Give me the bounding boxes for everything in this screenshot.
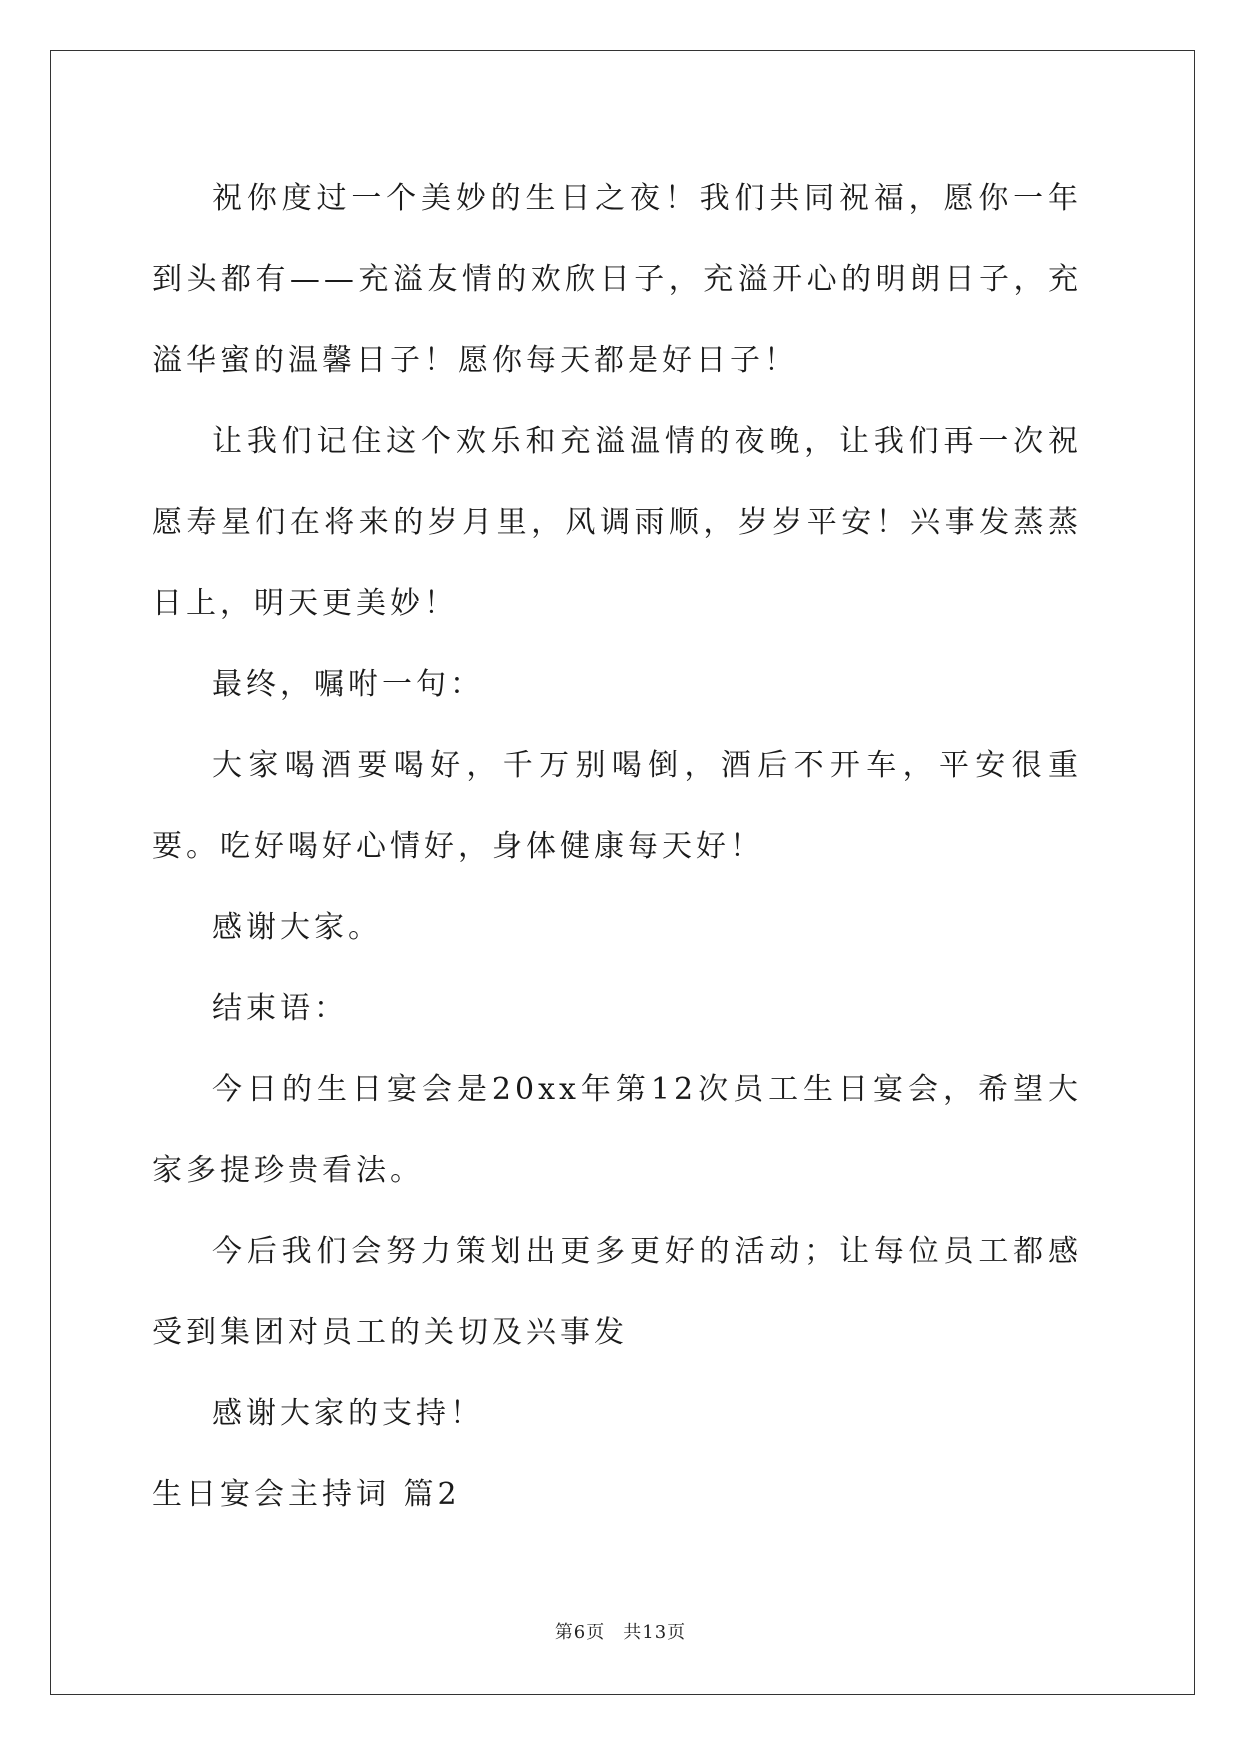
paragraph-banquet-info: 今日的生日宴会是20xx年第12次员工生日宴会，希望大家多提珍贵看法。 — [152, 1072, 1082, 1188]
paragraph-drinking-advice: 大家喝酒要喝好，千万别喝倒，酒后不开车，平安很重要。吃好喝好心情好，身体健康每天好！ — [152, 748, 1082, 864]
paragraph-final-reminder: 最终，嘱咐一句： — [212, 667, 484, 702]
section-heading: 生日宴会主持词 篇2 — [152, 1477, 461, 1512]
page-number: 第6页 — [554, 1622, 606, 1643]
paragraph-remember-night: 让我们记住这个欢乐和充溢温情的夜晚，让我们再一次祝愿寿星们在将来的岁月里，风调雨顺，岁岁平安！兴事发蒸蒸日上，明天更美妙！ — [152, 424, 1082, 621]
paragraph-future-plans: 今后我们会努力策划出更多更好的活动；让每位员工都感受到集团对员工的关切及兴事发 — [152, 1234, 1082, 1350]
paragraph-thanks-support: 感谢大家的支持！ — [212, 1396, 484, 1431]
paragraph-birthday-wish: 祝你度过一个美妙的生日之夜！我们共同祝福，愿你一年到头都有——充溢友情的欢欣日子，充溢开心的明朗日子，充溢华蜜的温馨日子！愿你每天都是好日子！ — [152, 181, 1082, 378]
paragraph-closing-heading: 结束语： — [212, 991, 348, 1026]
page-total: 共13页 — [623, 1622, 687, 1643]
paragraph-thanks: 感谢大家。 — [212, 910, 382, 945]
page-footer — [0, 1618, 1241, 1644]
document-body — [152, 158, 1082, 1535]
